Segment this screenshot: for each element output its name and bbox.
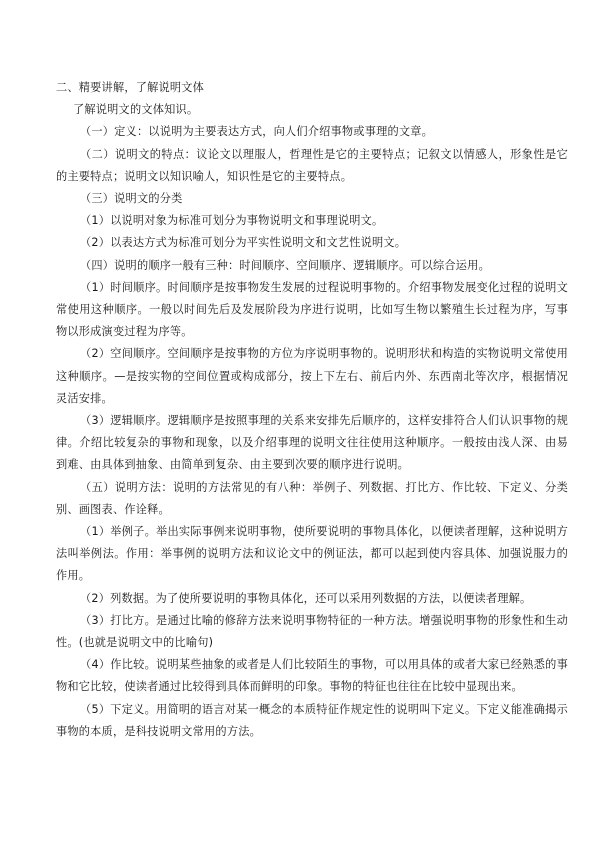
paragraph-time-order: （1）时间顺序。时间顺序是按事物发生发展的过程说明事物的。介绍事物发展变化过程的说明文常使用这种顺序。一般以时间先后及发展阶段为序进行说明，比如写生物以繁殖生长过程为序，写事物以形成演变过程为序等。: [56, 280, 568, 339]
section-heading: 二、精要讲解，了解说明文体: [56, 81, 205, 94]
paragraph-method-example: （1）举例子。举出实际事例来说明事物，使所要说明的事物具体化，以便读者理解，这种说明方法叫举例法。作用：举事例的说明方法和议论文中的例证法，都可以起到使内容具体、加强说服力的作用。: [56, 525, 568, 583]
paragraph-order: （四）说明的顺序一般有三种：时间顺序、空间顺序、逻辑顺序。可以综合运用。: [80, 258, 490, 272]
paragraph-method-analogy: （3）打比方。是通过比喻的修辞方法来说明事物特征的一种方法。增强说明事物的形象性和生动性。(也就是说明文中的比喻句): [56, 613, 568, 650]
paragraph-space-order: （2）空间顺序。空间顺序是按事物的方位为序说明事物的。说明形状和构造的实物说明文常使用这种顺序。—是按实物的空间位置或构成部分，按上下左右、前后内外、东西南北等次序，根据情况灵活安排。: [56, 347, 568, 405]
intro-line: 了解说明文的文体知识。: [73, 103, 199, 117]
document-body: [56, 77, 568, 743]
paragraph-method-definition: （5）下定义。用简明的语言对某一概念的本质特征作规定性的说明叫下定义。下定义能准确揭示事物的本质，是科技说明文常用的方法。: [56, 702, 568, 738]
paragraph-logic-order: （3）逻辑顺序。逻辑顺序是按照事理的关系来安排先后顺序的，这样安排符合人们认识事物的规律。介绍比较复杂的事物和现象，以及介绍事理的说明文往往使用这种顺序。一般按由浅人深、由易到难、由具体到抽象、由简单到复杂、由主要到次要的顺序进行说明。: [56, 414, 568, 472]
paragraph-features: （二）说明文的特点：议论文以理服人，哲理性是它的主要特点；记叙文以情感人，形象性是它的主要特点；说明文以知识喻人，知识性是它的主要特点。: [56, 147, 568, 183]
paragraph-classification: （三）说明文的分类: [80, 192, 183, 206]
paragraph-definition: （一）定义：以说明为主要表达方式，向人们介绍事物或事理的文章。: [80, 125, 434, 139]
paragraph-methods: （五）说明方法：说明的方法常见的有八种：举例子、列数据、打比方、作比较、下定义、分类别、画图表、作诠释。: [56, 480, 568, 516]
paragraph-classification-2: （2）以表达方式为标准可划分为平实性说明文和文艺性说明文。: [80, 236, 407, 250]
paragraph-method-comparison: （4）作比较。说明某些抽象的或者是人们比较陌生的事物，可以用具体的或者大家已经熟悉的事物和它比较，使读者通过比较得到具体而鲜明的印象。事物的特征也往往在比较中显现出来。: [56, 658, 568, 694]
paragraph-method-data: （2）列数据。为了使所要说明的事物具体化，还可以采用列数据的方法，以便读者理解。: [80, 591, 532, 605]
paragraph-classification-1: （1）以说明对象为标准可划分为事物说明文和事理说明文。: [80, 214, 384, 228]
